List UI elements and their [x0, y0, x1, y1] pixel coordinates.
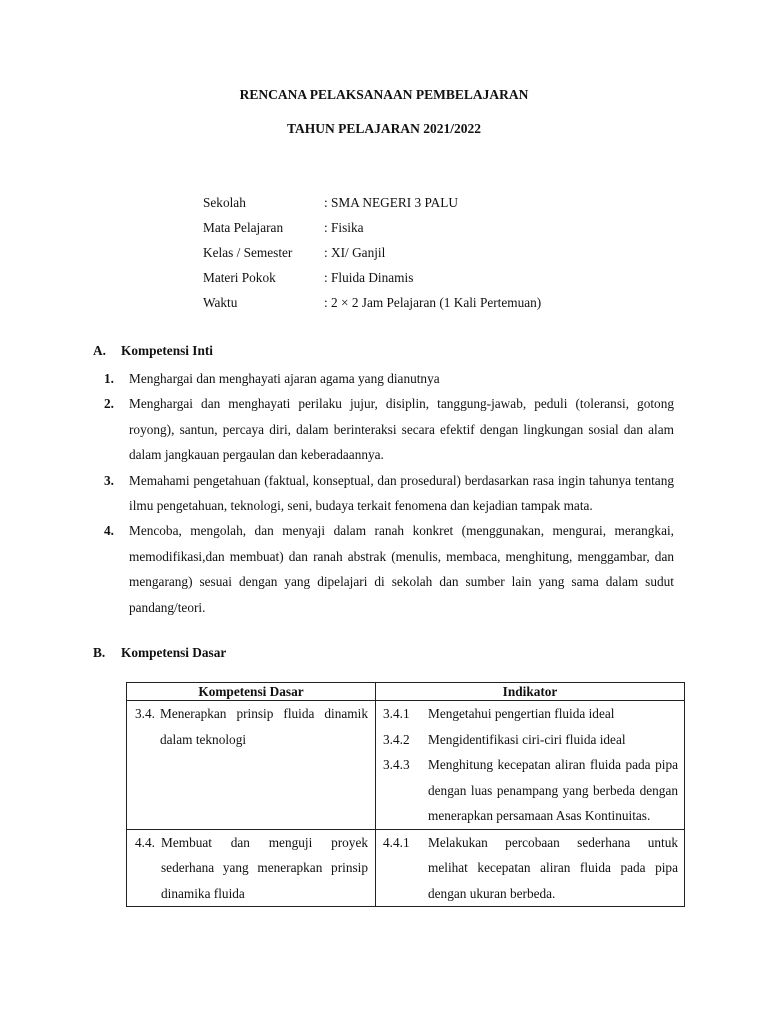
indicator-code: 3.4.3	[383, 757, 410, 772]
section-heading-kompetensi-dasar	[93, 645, 226, 661]
kompetensi-inti-list	[104, 366, 674, 620]
identity-label: Mata Pelajaran	[203, 220, 284, 235]
identity-label: Materi Pokok	[203, 270, 276, 285]
indicator-code: 3.4.1	[383, 706, 410, 721]
document-title: RENCANA PELAKSANAAN PEMBELAJARAN	[239, 87, 529, 102]
indicator-code: 3.4.2	[383, 731, 410, 747]
table-header-indikator: Indikator	[376, 683, 685, 701]
identity-value: : Fluida Dinamis	[324, 270, 414, 285]
kd-cell	[127, 701, 376, 830]
section-title: Kompetensi Dasar	[121, 645, 227, 660]
indicator-cell	[376, 701, 685, 830]
indicator-text: Mengetahui pengertian fluida ideal	[428, 706, 615, 721]
academic-year: TAHUN PELAJARAN 2021/2022	[286, 121, 481, 136]
indicator-code: 4.4.1	[383, 834, 410, 850]
section-title: Kompetensi Inti	[121, 343, 213, 358]
indicator-cell	[376, 829, 685, 907]
list-number: 2.	[104, 396, 114, 412]
kompetensi-dasar-table	[126, 682, 685, 907]
section-letter: A.	[93, 343, 106, 358]
indicator-entry	[376, 701, 684, 727]
list-item	[104, 468, 674, 519]
kd-entry	[127, 830, 375, 907]
identity-value: : 2 × 2 Jam Pelajaran (1 Kali Pertemuan)	[324, 295, 542, 310]
kd-code: 4.4.	[135, 834, 155, 850]
list-text: Menghargai dan menghayati ajaran agama yang dianutnya	[129, 371, 440, 386]
kd-entry	[127, 701, 375, 752]
identity-value: : SMA NEGERI 3 PALU	[324, 195, 458, 210]
kd-code: 3.4.	[135, 706, 155, 721]
list-item	[104, 518, 674, 620]
indicator-entry	[376, 830, 684, 907]
table-row	[127, 829, 685, 907]
indicator-entry	[376, 752, 684, 829]
indicator-text: Melakukan percobaan sederhana untuk melihat kecepatan aliran fluida pada pipa dengan ukuran berbeda.	[428, 834, 678, 901]
table-row	[127, 701, 685, 830]
list-text: Memahami pengetahuan (faktual, konseptual, dan prosedural) berdasarkan rasa ingin tahunya tentang ilmu pengetahuan, teknologi, seni, budaya terkait fenomena dan kejadian tampak mata.	[129, 472, 674, 514]
identity-value: : XI/ Ganjil	[324, 245, 386, 260]
indicator-text: Menghitung kecepatan aliran fluida pada pipa dengan luas penampang yang berbeda dengan menerapkan persamaan Asas Kontinuitas.	[428, 757, 678, 823]
identity-label: Kelas / Semester	[203, 245, 293, 260]
indicator-text: Mengidentifikasi ciri-ciri fluida ideal	[428, 731, 626, 747]
identity-value: : Fisika	[324, 220, 364, 235]
list-number: 3.	[104, 472, 114, 488]
identity-label: Sekolah	[203, 195, 246, 210]
identity-label: Waktu	[203, 295, 238, 310]
table-header-kd: Kompetensi Dasar	[127, 683, 376, 701]
section-heading-kompetensi-inti	[93, 343, 213, 359]
section-letter: B.	[93, 645, 106, 660]
table-header-row	[127, 683, 685, 701]
list-item	[104, 391, 674, 467]
list-number: 1.	[104, 371, 114, 386]
list-text: Menghargai dan menghayati perilaku jujur, disiplin, tanggung-jawab, peduli (toleransi, gotong royong), santun, percaya diri, dalam berinteraksi secara efektif dengan lingkungan sosial dan alam dalam jangkauan pergaulan dan keberadaannya.	[129, 396, 674, 463]
list-item	[104, 366, 674, 391]
indicator-entry	[376, 727, 684, 753]
list-number: 4.	[104, 523, 114, 539]
kd-text: Menerapkan prinsip fluida dinamik dalam teknologi	[160, 706, 368, 747]
kd-cell	[127, 829, 376, 907]
kd-text: Membuat dan menguji proyek sederhana yang menerapkan prinsip dinamika fluida	[161, 834, 368, 901]
list-text: Mencoba, mengolah, dan menyaji dalam ranah konkret (menggunakan, mengurai, merangkai, memodifikasi,dan membuat) dan ranah abstrak (menulis, membaca, menghitung, menggambar, dan mengarang) sesuai dengan yang dipelajari di sekolah dan sumber lain yang sama dalam sudut pandang/teori.	[129, 523, 674, 615]
